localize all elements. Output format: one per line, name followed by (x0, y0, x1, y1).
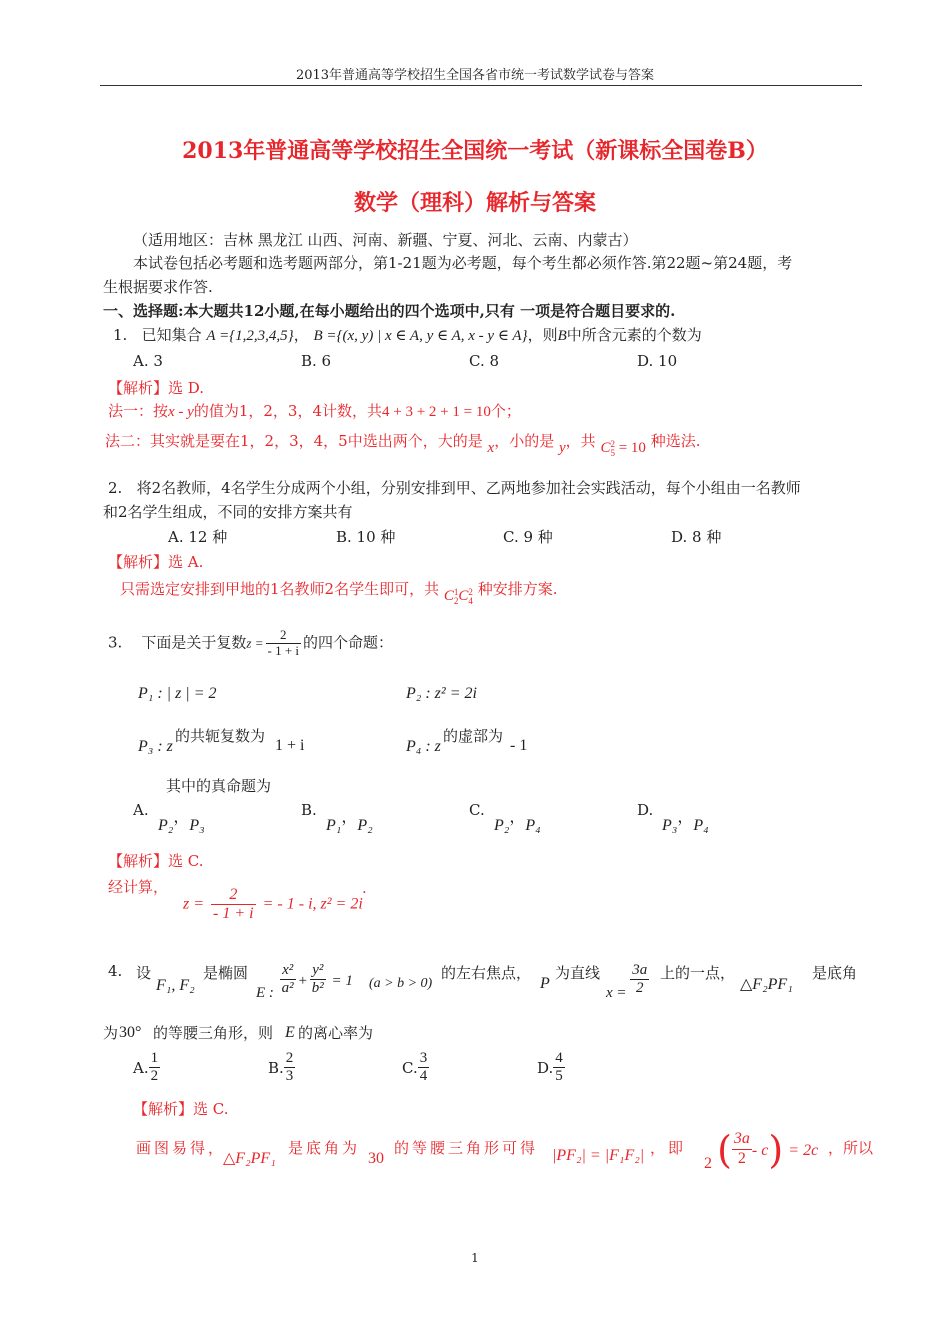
q3-prop-4-value: - 1 (510, 737, 528, 754)
q3-opt-b-p2: P₂ (357, 817, 373, 834)
q4-ellipse: E : $\frac{\text{x²}}{\text{a²}}$ + $\frac{\text{y²}}{\text{b²}}$ = 1 (256, 962, 353, 1002)
q1-option-b: B. 6 (301, 352, 332, 370)
q2-explanation (120, 578, 558, 606)
q4-stem-g: 为 (103, 1024, 119, 1042)
q4-x-fraction (280, 962, 296, 998)
q1-option-c: C. 8 (469, 352, 500, 370)
q3-option-c-math: P₂，P₄ (494, 809, 541, 834)
q2-c2-sup: 2 (468, 586, 473, 597)
q4-opt-a-num: 1 (149, 1050, 161, 1068)
q4-stem-d: 为直线 (555, 964, 601, 982)
q4-opt-c-letter: C. (402, 1058, 418, 1077)
q1-number: 1. (113, 326, 128, 344)
q3-prop-3-label: P₃ : z (138, 738, 173, 755)
q4-exp-2: 2 (704, 1154, 712, 1172)
q3-prop-3-text: 的共轭复数为 (175, 727, 266, 745)
q2-option-a: A. 12 种 (168, 528, 228, 546)
q3-explain: 经计算， (108, 878, 169, 896)
q4-line (606, 962, 649, 1002)
q1-m1-c: 个； (490, 402, 521, 420)
page-number: 1 (471, 1251, 479, 1265)
q2-c2-sub: 4 (468, 595, 473, 606)
q1-m2-comb (600, 440, 645, 456)
q2-option-c: C. 9 种 (503, 528, 553, 546)
q1-m2-b: ，小的是 (494, 432, 555, 450)
running-header: 2013年普通高等学校招生全国各省市统一考试数学试卷与答案 (295, 68, 655, 83)
q1-answer: 【解析】选 D. (108, 379, 205, 397)
q3-calc-end: . (362, 879, 367, 897)
q4-opt-b-letter: B. (268, 1058, 284, 1077)
q4-stem-c: 的左右焦点， (441, 964, 532, 982)
q4-explain-b: 是底角为 (288, 1139, 361, 1157)
q4-line-den: 2 (636, 980, 644, 997)
q1-m1-b: 的值为1，2，3，4计数，共 (193, 402, 383, 420)
q4-explain-equality: |PF₂| = |F₁F₂| (552, 1147, 645, 1164)
intro-desc-2: 生根据要求作答. (103, 278, 213, 296)
q3-opt-c-p1: P₂ (494, 817, 510, 834)
q3-option-b (301, 801, 317, 819)
q3-option-d (637, 801, 653, 819)
q4-explain-a: 画图易得， (136, 1139, 227, 1157)
q3-opt-d-p1: P₃ (662, 817, 678, 834)
question-3-stem (108, 628, 393, 659)
q4-a2: a² (281, 980, 294, 997)
q3-opt-a-p1: P₂ (158, 817, 174, 834)
q4-opt-c-fraction (418, 1050, 430, 1086)
q3-option-a-math: P₂，P₃ (158, 809, 205, 834)
q2-combination (444, 588, 473, 604)
q3-prop-2: P₂ : z² = 2i (406, 685, 477, 702)
q4-y2: y² (310, 962, 326, 980)
q4-opt-a-fraction (149, 1050, 161, 1086)
q4-opt-c-den: 4 (419, 1068, 428, 1085)
intro-desc-1: 本试卷包括必考题和选考题两部分，第1-21题为必考题，每个考生都必须作答.第22题~第24题，考 (133, 254, 793, 272)
q4-explain-30: 30 (368, 1150, 384, 1167)
q2-option-b: B. 10 种 (336, 528, 396, 546)
q1-stem-a: 已知集合 (141, 326, 202, 344)
q4-opt-a-letter: A. (133, 1058, 149, 1077)
q3-opt-b-letter: B. (301, 801, 317, 819)
q4-explain-expression: 2 ( $\frac{3a}{2}$ - c) = 2c (704, 1128, 819, 1172)
q4-stem-b: 是椭圆 (203, 964, 249, 982)
q3-calc-rhs: = - 1 - i, z² = 2i (262, 895, 363, 913)
q2-c1: C (443, 588, 454, 604)
q3-calc-den: - 1 + i (213, 905, 254, 923)
q4-opt-d-den: 5 (555, 1068, 563, 1085)
q3-prop-4-label: P₄ : z (406, 738, 441, 755)
q3-z-fraction (266, 628, 302, 659)
q1-method-2 (105, 430, 701, 458)
q3-opt-d-letter: D. (637, 801, 654, 819)
q2-explain-a: 只需选定安排到甲地的1名教师2名学生即可，共 (120, 580, 440, 598)
title-line-1: 2013年普通高等学校招生全国统一考试（新课标全国卷B） (182, 138, 768, 164)
q4-triangle: △F₂PF₁ (740, 976, 793, 993)
q2-stem-line-1: 将2名教师，4名学生分成两个小组，分别安排到甲、乙两地参加社会实践活动，每个小组由一名教师 (136, 479, 801, 497)
q3-opt-a-p2: P₃ (189, 817, 205, 834)
q4-stem-f: 是底角 (812, 964, 858, 982)
q3-opt-d-p2: P₄ (693, 817, 709, 834)
q4-opt-d-letter: D. (537, 1058, 554, 1077)
q2-c1-sup: 1 (453, 586, 459, 597)
q1-m2-sup: 2 (610, 438, 615, 449)
q4-condition: (a > b > 0) (369, 976, 433, 991)
q4-exp-minus: - c (751, 1141, 769, 1159)
q2-number: 2. (108, 479, 123, 497)
q4-number: 4. (108, 962, 123, 980)
question-2-stem-1 (108, 477, 801, 498)
section-heading: 一、选择题:本大题共12小题,在每小题给出的四个选项中,只有 一项是符合题目要求的. (103, 302, 676, 320)
q3-calc-num: 2 (211, 886, 256, 905)
q4-line-lhs: x = (606, 985, 627, 1002)
title-line-2: 数学（理科）解析与答案 (353, 190, 596, 216)
q4-var-e: E (285, 1024, 295, 1041)
q2-option-d: D. 8 种 (671, 528, 722, 546)
q3-number: 3. (108, 633, 123, 652)
q1-set-a: A ={1,2,3,4,5} (206, 328, 294, 344)
q3-prop-4-text: 的虚部为 (443, 727, 504, 745)
q2-c2: C (458, 588, 469, 604)
q3-z-num: 2 (266, 628, 302, 644)
q4-explain-c: 的等腰三角形可得 (394, 1139, 539, 1157)
q3-prop-3-value: 1 + i (275, 737, 305, 754)
q4-option-d (537, 1050, 565, 1086)
q3-calc-lhs: z = (183, 895, 205, 913)
q4-y-fraction (310, 962, 326, 998)
q1-m1-a: 法一：按 (108, 402, 169, 420)
q3-opt-c-p2: P₄ (525, 817, 541, 834)
q4-opt-c-num: 3 (418, 1050, 430, 1068)
q4-answer: 【解析】选 C. (133, 1100, 229, 1118)
q4-line-fraction (630, 962, 649, 998)
q1-m2-c-letter: C (600, 440, 611, 456)
q4-ellipse-rhs: = 1 (331, 973, 353, 990)
q3-z-den: - 1 + i (267, 642, 300, 658)
q3-stem-a: 下面是关于复数 (141, 633, 247, 652)
q3-answer: 【解析】选 C. (108, 852, 204, 870)
q1-m2-eq: = 10 (614, 440, 646, 456)
q1-m2-x: x (487, 440, 495, 456)
q3-true-props: 其中的真命题为 (166, 777, 272, 795)
q1-option-a: A. 3 (133, 352, 163, 370)
q4-opt-d-num: 4 (553, 1050, 565, 1068)
q3-opt-c-letter: C. (469, 801, 485, 819)
q4-option-b (268, 1050, 295, 1086)
q1-m1-sum: 4 + 3 + 2 + 1 = 10 (382, 404, 491, 420)
q4-exp-num: 3a (732, 1130, 752, 1149)
q4-opt-a-den: 2 (150, 1068, 159, 1085)
header-rule (100, 85, 862, 86)
q4-foci: F₁, F₂ (156, 977, 195, 994)
q3-stem-b: 的四个命题： (303, 633, 394, 652)
q3-prop-1: P₁ : | z | = 2 (138, 685, 217, 702)
q4-opt-d-fraction (553, 1050, 565, 1086)
q4-ellipse-lhs: E : (256, 985, 274, 1002)
q1-set-b: B ={(x, y) | x ∈ A, y ∈ A, x - y ∈ A} (313, 328, 528, 344)
q1-m2-d: 种选法. (650, 432, 701, 450)
q4-stem-e: 上的一点， (660, 964, 736, 982)
q1-sep: ， (293, 326, 309, 344)
q4-exp-fraction (732, 1130, 752, 1168)
q1-m2-c: ，共 (565, 432, 596, 450)
q3-z-lhs: z = (246, 635, 264, 651)
q3-option-c (469, 801, 485, 819)
q4-option-a (133, 1050, 160, 1086)
q1-m2-y: y (558, 440, 566, 456)
q4-opt-b-num: 2 (284, 1050, 296, 1068)
q1-stem-b: ，则 (527, 326, 558, 344)
q4-explain-d: ，即 (650, 1139, 687, 1157)
q4-stem-a: 设 (136, 964, 152, 982)
q1-var-b: B (557, 328, 567, 344)
q3-option-b-math: P₁，P₂ (326, 809, 373, 834)
q4-angle: 30° (119, 1024, 142, 1041)
q2-explain-b: 种安排方案. (477, 580, 558, 598)
q4-opt-b-den: 3 (285, 1068, 294, 1085)
q4-stem-h: 的等腰三角形，则 (153, 1024, 274, 1042)
q4-option-c (402, 1050, 429, 1086)
q4-exp-rhs: = 2c (788, 1141, 819, 1159)
q3-opt-b-p1: P₁ (326, 817, 342, 834)
q3-opt-a-letter: A. (133, 801, 149, 819)
q4-opt-b-fraction (284, 1050, 296, 1086)
q1-stem-c: 中所含元素的个数为 (566, 326, 702, 344)
q3-calculation (183, 879, 367, 924)
q4-point-p: P (540, 975, 550, 992)
q1-option-d: D. 10 (637, 352, 678, 370)
q3-option-a (133, 801, 149, 819)
q2-c1-sub: 2 (453, 595, 459, 606)
q1-m2-a: 法二：其实就是要在1，2，3，4，5中选出两个，大的是 (105, 432, 483, 450)
q1-method-1 (108, 400, 521, 421)
question-1-stem (113, 324, 702, 345)
q1-m1-expr: x - y (168, 404, 194, 420)
q4-b2: b² (311, 980, 324, 997)
q4-x2: x² (280, 962, 296, 980)
intro-regions: （适用地区：吉林 黑龙江 山西、河南、新疆、宁夏、河北、云南、内蒙古） (133, 231, 638, 249)
q4-stem-i: 的离心率为 (298, 1024, 374, 1042)
q3-option-d-math: P₃，P₄ (662, 809, 709, 834)
q2-stem-line-2: 和2名学生组成，不同的安排方案共有 (103, 503, 353, 521)
q1-m2-sub: 5 (610, 447, 615, 458)
q3-calc-fraction (211, 886, 256, 924)
q4-explain-e: ，所以 (828, 1139, 874, 1157)
q4-line-num: 3a (630, 962, 649, 980)
q4-exp-den: 2 (737, 1149, 746, 1167)
q4-explain-triangle: △F₂PF₁ (223, 1150, 276, 1167)
q2-answer: 【解析】选 A. (108, 553, 204, 571)
